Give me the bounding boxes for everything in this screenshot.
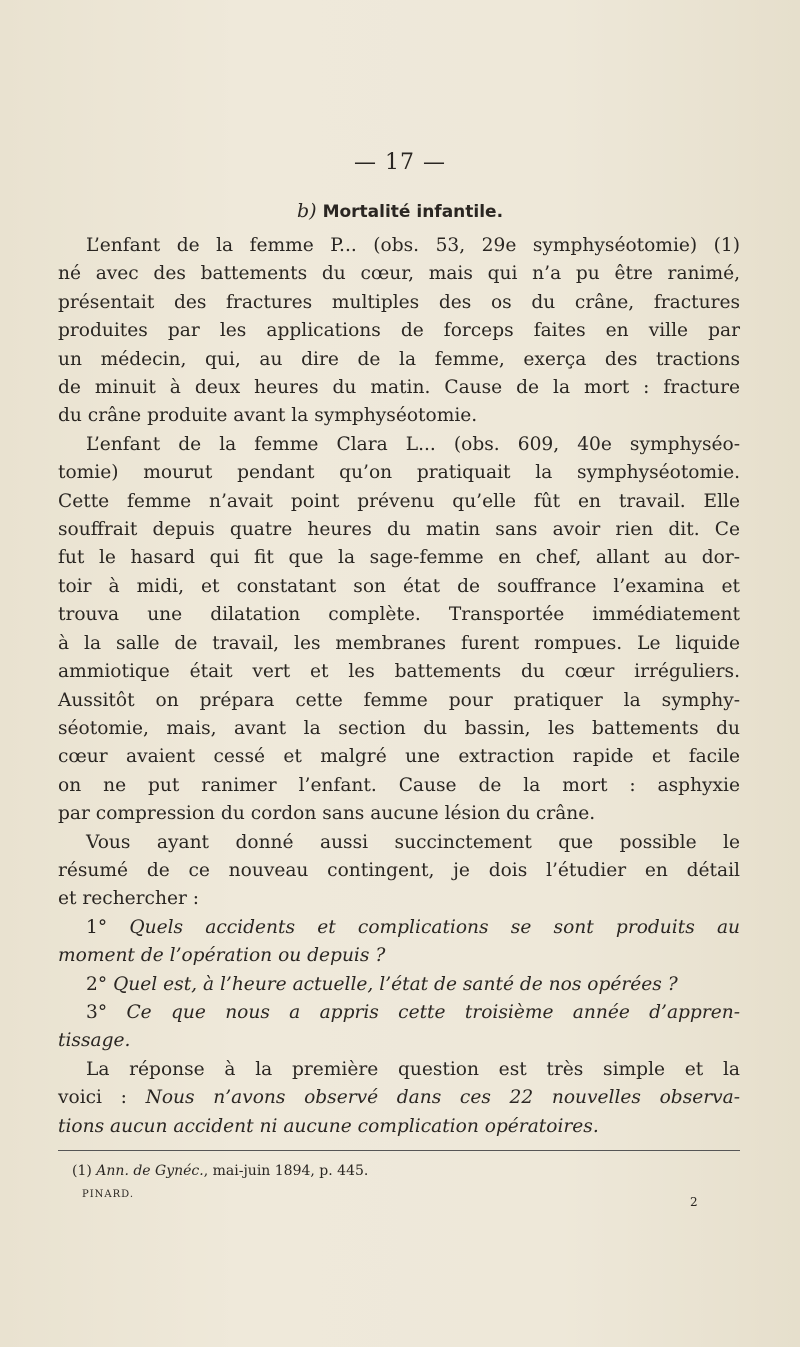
section-title bbox=[0, 200, 800, 222]
text-line: trouva une dilatation complète. Transportée immédiatement bbox=[58, 604, 740, 626]
text-line: La réponse à la première question est très simple et la bbox=[86, 1058, 740, 1080]
text-line: par compression du cordon sans aucune lésion du crâne. bbox=[58, 803, 596, 825]
footnote bbox=[72, 1163, 368, 1179]
question-number: 1° bbox=[86, 916, 108, 938]
text-line: de minuit à deux heures du matin. Cause de la mort : fracture bbox=[58, 377, 740, 399]
text-line: et rechercher : bbox=[58, 888, 200, 910]
text-line: Aussitôt on prépara cette femme pour pratiquer la symphy- bbox=[58, 689, 740, 711]
question-text: Ce que nous a appris cette troisième année d’appren- bbox=[126, 1001, 740, 1023]
text-line: séotomie, mais, avant la section du bassin, les battements du bbox=[58, 717, 740, 739]
footnote-rest: , mai-juin 1894, p. 445. bbox=[203, 1163, 369, 1179]
footnote-marker: (1) bbox=[72, 1163, 92, 1179]
text-line: ammiotique était vert et les battements du cœur irréguliers. bbox=[58, 661, 740, 683]
question-number: 2° bbox=[86, 973, 108, 995]
text-line: L’enfant de la femme Clara L... (obs. 609, 40e symphyséo- bbox=[86, 433, 740, 455]
question-3 bbox=[58, 999, 740, 1027]
section-heading: Mortalité infantile. bbox=[322, 202, 504, 222]
text-line: né avec des battements du cœur, mais qui n’a pu être ranimé, bbox=[58, 263, 740, 285]
footer-author: PINARD. bbox=[82, 1189, 135, 1200]
text-fragment: voici : bbox=[58, 1087, 127, 1109]
answer-line bbox=[58, 1084, 740, 1112]
body-text bbox=[58, 232, 740, 1141]
footnote-divider bbox=[58, 1150, 740, 1151]
italic-fragment: Nous n’avons observé dans ces 22 nouvelles observa- bbox=[145, 1087, 740, 1109]
text-line: du crâne produite avant la symphyséotomie. bbox=[58, 405, 478, 427]
text-line: on ne put ranimer l’enfant. Cause de la mort : asphyxie bbox=[58, 774, 740, 796]
page-number: — 17 — bbox=[354, 150, 446, 175]
text-line: produites par les applications de forceps faites en ville par bbox=[58, 320, 740, 342]
footer-signature: 2 bbox=[690, 1195, 698, 1209]
text-line: fut le hasard qui fit que la sage-femme en chef, allant au dor- bbox=[58, 547, 740, 569]
text-line: toir à midi, et constatant son état de souffrance l’examina et bbox=[58, 575, 740, 597]
text-line: un médecin, qui, au dire de la femme, exerça des tractions bbox=[58, 348, 740, 370]
question-2 bbox=[58, 971, 740, 999]
text-line: L’enfant de la femme P... (obs. 53, 29e symphyséotomie) (1) bbox=[86, 235, 740, 256]
text-line: cœur avaient cessé et malgré une extraction rapide et facile bbox=[58, 746, 740, 768]
question-text: Quels accidents et complications se sont produits au bbox=[129, 916, 741, 938]
section-letter: b) bbox=[296, 200, 317, 222]
text-line: souffrait depuis quatre heures du matin sans avoir rien dit. Ce bbox=[58, 519, 740, 541]
text-line: à la salle de travail, les membranes furent rompues. Le liquide bbox=[58, 632, 740, 654]
text-line: Cette femme n’avait point prévenu qu’elle fût en travail. Elle bbox=[58, 490, 740, 512]
question-text: moment de l’opération ou depuis ? bbox=[58, 945, 386, 967]
question-1 bbox=[58, 914, 740, 942]
text-line: tomie) mourut pendant qu’on pratiquait la symphyséotomie. bbox=[58, 462, 740, 484]
text-line: présentait des fractures multiples des os du crâne, fractures bbox=[58, 291, 740, 313]
footnote-source: Ann. de Gynéc. bbox=[96, 1163, 204, 1179]
text-line: tions aucun accident ni aucune complication opératoires. bbox=[58, 1115, 599, 1137]
question-number: 3° bbox=[86, 1001, 108, 1023]
text-line: Vous ayant donné aussi succinctement que possible le bbox=[86, 831, 740, 853]
text-line: résumé de ce nouveau contingent, je dois l’étudier en détail bbox=[58, 859, 740, 881]
question-text: tissage. bbox=[58, 1030, 131, 1052]
question-text: Quel est, à l’heure actuelle, l’état de santé de nos opérées ? bbox=[113, 973, 678, 995]
